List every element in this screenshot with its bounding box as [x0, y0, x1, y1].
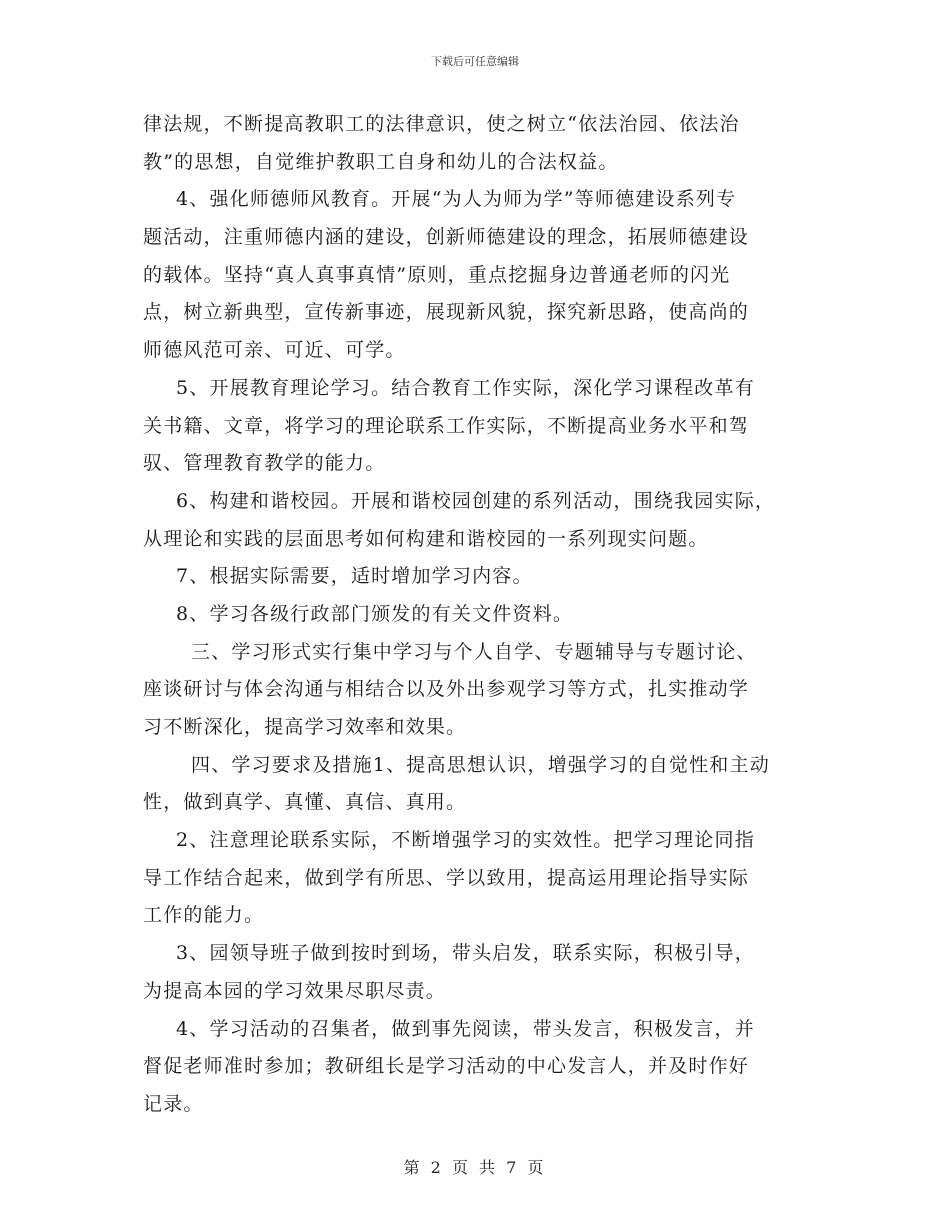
document-body — [143, 106, 813, 1124]
text-line: 性，做到真学、真懂、真信、真用。 — [143, 791, 467, 814]
text-line: 4、学习活动的召集者，做到事先阅读，带头发言，积极发言，并 — [176, 1017, 755, 1040]
text-line: 习不断深化，提高学习效率和效果。 — [143, 716, 467, 738]
text-line: 关书籍、文章，将学习的理论联系工作实际，不断提高业务水平和驾 — [143, 414, 750, 437]
text-line: 7、根据实际需要，适时增加学习内容。 — [176, 565, 533, 588]
text-line: 2、注意理论联系实际，不断增强学习的实效性。把学习理论同指 — [176, 829, 755, 852]
text-line: 座谈研讨与体会沟通与相结合以及外出参观学习等方式，扎实推动学 — [143, 678, 750, 701]
text-line: 驭、管理教育教学的能力。 — [143, 452, 386, 475]
text-line: 5、开展教育理论学习。结合教育工作实际，深化学习课程改革有 — [176, 376, 755, 399]
text-line: 题活动，注重师德内涵的建设，创新师德建设的理念，拓展师德建设 — [143, 226, 750, 249]
page-header: 下载后可任意编辑 — [431, 55, 519, 68]
text-line: 为提高本园的学习效果尽职尽责。 — [143, 979, 447, 1002]
text-line: 四、学习要求及措施1、提高思想认识，增强学习的自觉性和主动 — [191, 753, 770, 776]
text-line: 的载体。坚持“真人真事真情”原则，重点挖掘身边普通老师的闪光 — [143, 263, 731, 286]
text-line: 三、学习形式实行集中学习与个人自学、专题辅导与专题讨论、 — [191, 640, 757, 663]
text-line: 6、构建和谐校园。开展和谐校园创建的系列活动，围绕我园实际， — [176, 489, 776, 512]
page-footer: 第 2 页 共 7 页 — [403, 1158, 547, 1177]
text-line: 师德风范可亲、可近、可学。 — [143, 339, 406, 362]
text-line: 律法规，不断提高教职工的法律意识，使之树立“依法治园、依法治 — [143, 113, 740, 135]
text-line: 点，树立新典型，宣传新事迹，展现新风貌，探究新思路，使高尚的 — [143, 301, 750, 324]
text-line: 导工作结合起来，做到学有所思、学以致用，提高运用理论指导实际 — [143, 866, 750, 889]
text-line: 教”的思想，自觉维护教职工自身和幼儿的合法权益。 — [143, 150, 619, 173]
text-line: 工作的能力。 — [143, 904, 265, 927]
text-line: 记录。 — [143, 1092, 204, 1115]
text-line: 3、园领导班子做到按时到场，带头启发，联系实际，积极引导， — [176, 942, 755, 965]
text-line: 从理论和实践的层面思考如何构建和谐校园的一系列现实问题。 — [143, 527, 709, 550]
text-line: 督促老师准时参加；教研组长是学习活动的中心发言人，并及时作好 — [143, 1055, 750, 1078]
text-line: 8、学习各级行政部门颁发的有关文件资料。 — [176, 602, 574, 625]
text-line: 4、强化师德师风教育。开展“为人为师为学”等师德建设系列专 — [176, 188, 737, 211]
